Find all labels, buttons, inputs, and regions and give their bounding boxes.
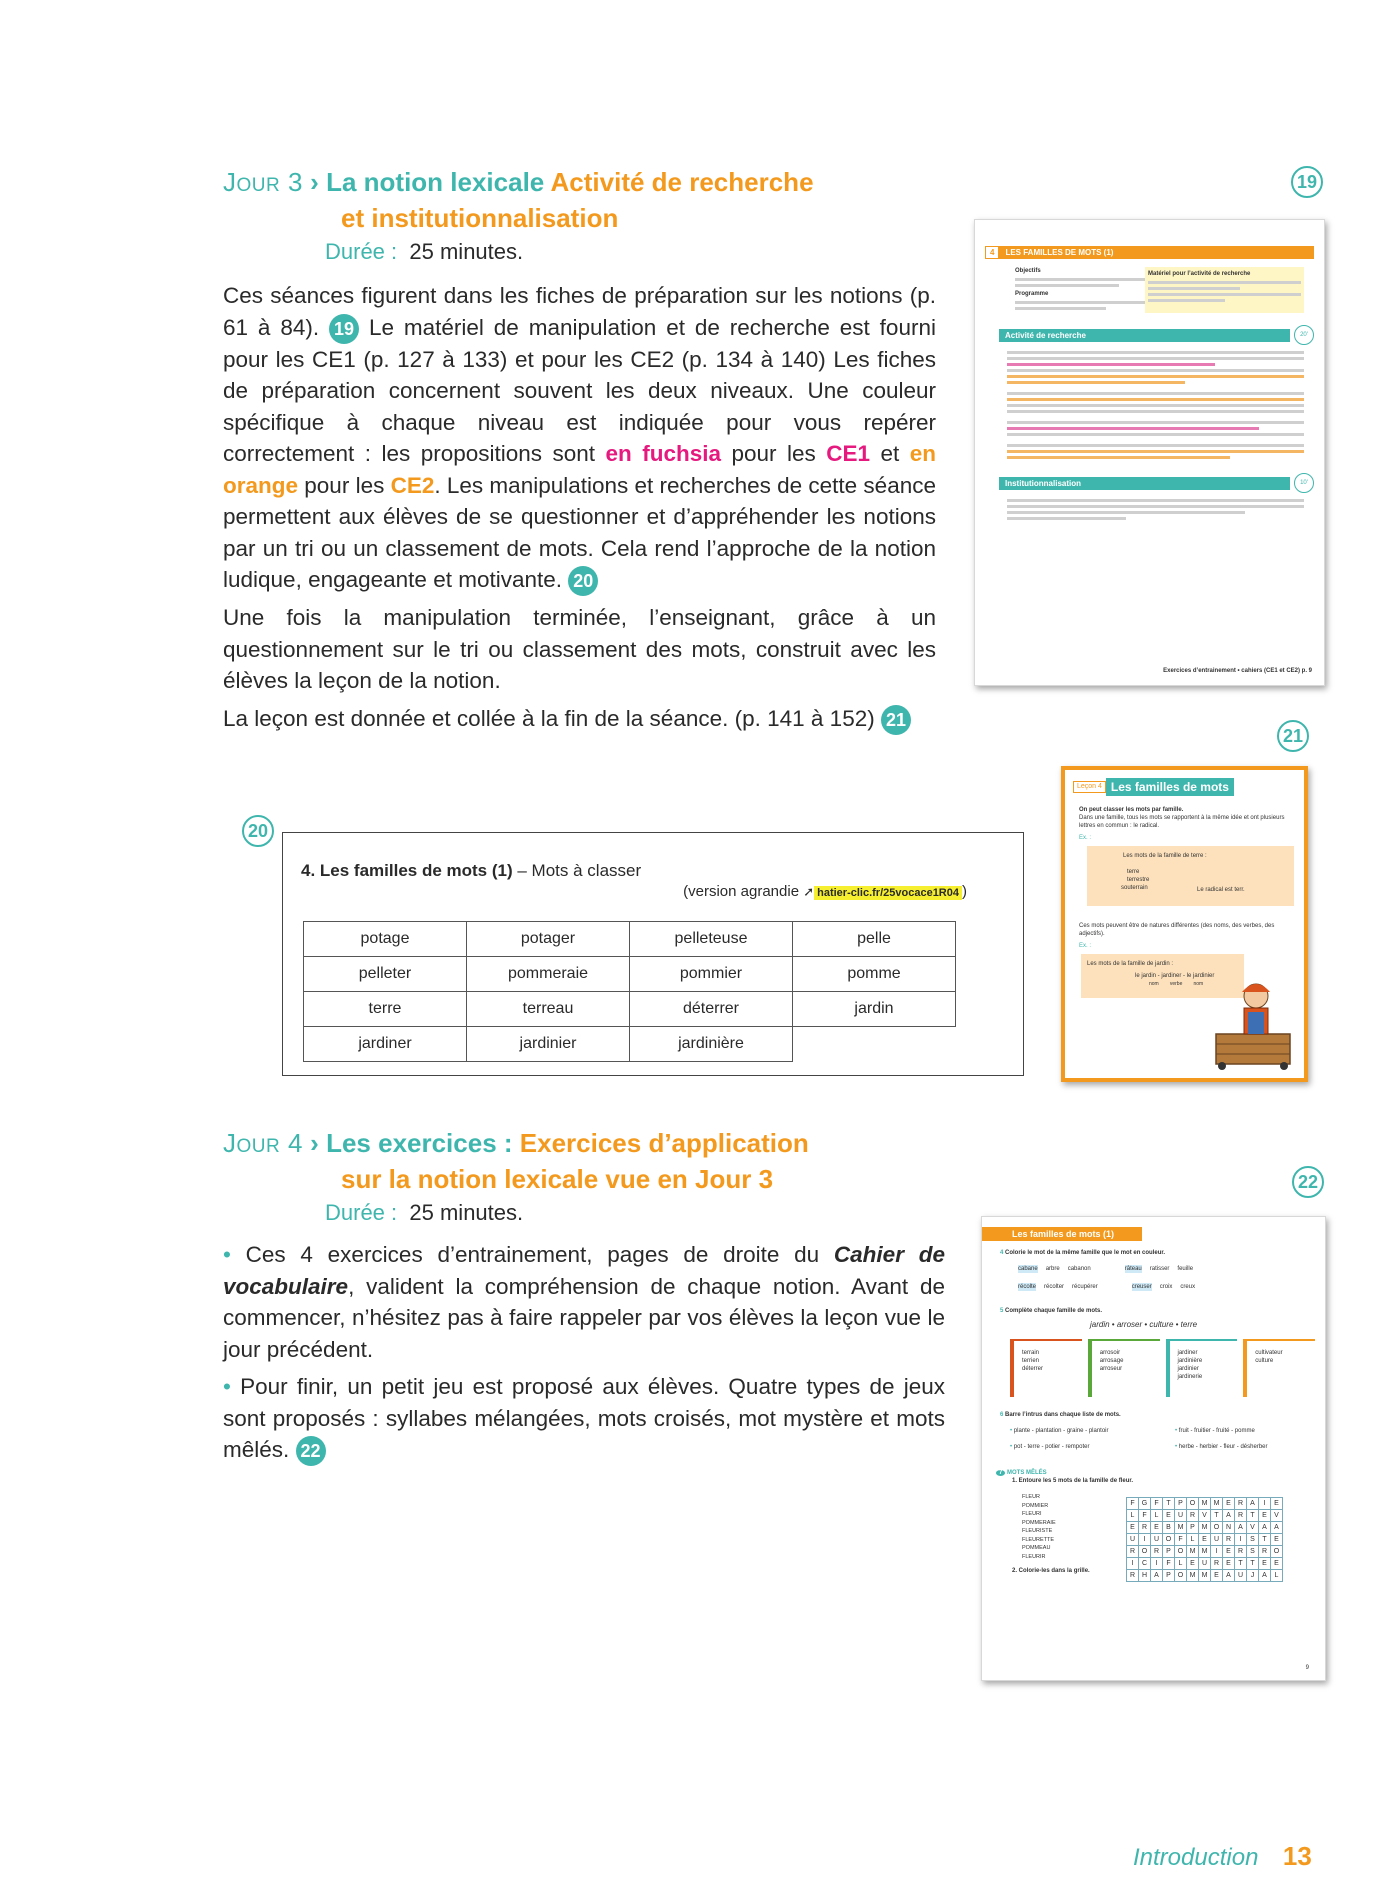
thumb19-materiel: Matériel pour l’activité de recherche bbox=[1148, 271, 1251, 277]
thumb21-word: terrestre bbox=[1127, 877, 1150, 883]
grid-cell: F bbox=[1127, 1498, 1139, 1510]
grid-cell: R bbox=[1259, 1546, 1271, 1558]
thumb21-box2-title: Les mots de la famille de jardin : bbox=[1087, 961, 1174, 967]
grid-cell: E bbox=[1259, 1558, 1271, 1570]
thumb22-ex5: 5 Complète chaque famille de mots. bbox=[1000, 1308, 1103, 1314]
thumb21-box2-words: le jardin - jardiner - le jardinier bbox=[1135, 973, 1215, 979]
page-footer bbox=[1133, 1841, 1333, 1872]
thumbnail-lecon bbox=[1061, 766, 1308, 1082]
badge-19-outline: 19 bbox=[1291, 166, 1323, 198]
grid-cell: R bbox=[1151, 1546, 1163, 1558]
grid-cell: P bbox=[1187, 1522, 1199, 1534]
grid-cell: R bbox=[1235, 1546, 1247, 1558]
grid-cell: O bbox=[1175, 1546, 1187, 1558]
grid-cell: O bbox=[1163, 1534, 1175, 1546]
thumb22-ex4-row: cabane arbre cabanon râteau ratisser feuille bbox=[1018, 1266, 1194, 1272]
words-table-box bbox=[282, 832, 1024, 1076]
grid-cell: R bbox=[1211, 1558, 1223, 1570]
grid-cell: R bbox=[1223, 1534, 1235, 1546]
grid-row bbox=[1127, 1570, 1283, 1582]
thumb22-ex4: 4 Colorie le mot de la même famille que le mot en couleur. bbox=[1000, 1250, 1166, 1256]
badge-22-outline: 22 bbox=[1292, 1166, 1324, 1198]
grid-cell: A bbox=[1259, 1522, 1271, 1534]
grid-cell: E bbox=[1163, 1510, 1175, 1522]
grid-cell: H bbox=[1139, 1570, 1151, 1582]
thumb21-lecon-tag: Leçon 4 bbox=[1073, 781, 1106, 793]
table-cell: potager bbox=[467, 922, 630, 957]
grid-cell: U bbox=[1127, 1534, 1139, 1546]
thumb21-rule1: On peut classer les mots par famille. bbox=[1079, 807, 1184, 813]
grid-cell: A bbox=[1247, 1498, 1259, 1510]
grid-cell: A bbox=[1235, 1522, 1247, 1534]
thumb21-ex2: Ex. : bbox=[1079, 943, 1092, 949]
thumb21-box1 bbox=[1087, 846, 1294, 906]
grid-cell: L bbox=[1127, 1510, 1139, 1522]
thumb22-ex4-row: récolte récolter récupérer creuser croix creux bbox=[1018, 1284, 1196, 1290]
table-version-note: (version agrandie ➚ hatier-clic.fr/25vocace1R04 ) bbox=[683, 883, 967, 900]
table-cell: jardinier bbox=[467, 1027, 630, 1062]
grid-cell: E bbox=[1211, 1570, 1223, 1582]
table-cell: pommier bbox=[630, 957, 793, 992]
table-row bbox=[304, 1027, 956, 1062]
grid-cell: U bbox=[1151, 1534, 1163, 1546]
grid-cell: P bbox=[1163, 1546, 1175, 1558]
jour3-paragraph-2: Une fois la manipulation terminée, l’enseignant, grâce à un questionnement sur le tri ou classement des mots, construit avec les élèves la leçon de la notion. bbox=[223, 605, 936, 694]
grid-cell: G bbox=[1139, 1498, 1151, 1510]
thumb21-title: Les familles de mots bbox=[1106, 778, 1234, 796]
grid-cell: M bbox=[1175, 1522, 1187, 1534]
grid-cell: N bbox=[1223, 1522, 1235, 1534]
badge-19: 19 bbox=[329, 314, 359, 344]
grid-cell: U bbox=[1235, 1570, 1247, 1582]
jour3-title: La notion lexicale bbox=[326, 167, 545, 197]
grid-cell: V bbox=[1247, 1522, 1259, 1534]
grid-cell: E bbox=[1151, 1522, 1163, 1534]
grid-cell: T bbox=[1259, 1534, 1271, 1546]
jour4-subtitle: Exercices d’application bbox=[519, 1128, 809, 1158]
thumb22-ex6: 6 Barre l’intrus dans chaque liste de mots. bbox=[1000, 1412, 1121, 1418]
grid-cell: L bbox=[1187, 1534, 1199, 1546]
badge-21: 21 bbox=[881, 705, 911, 735]
grid-cell: E bbox=[1259, 1510, 1271, 1522]
jour4-label: JOUR 4 bbox=[223, 1128, 303, 1158]
chevron-icon: › bbox=[310, 167, 319, 197]
badge-20: 20 bbox=[568, 566, 598, 596]
grid-cell: M bbox=[1211, 1498, 1223, 1510]
grid-cell: P bbox=[1163, 1570, 1175, 1582]
thumb22-ex7-q2: 2. Colorie-les dans la grille. bbox=[1012, 1568, 1090, 1574]
thumb21-ex: Ex. : bbox=[1079, 835, 1092, 841]
timer-icon: 10' bbox=[1294, 473, 1314, 493]
thumb22-ex5-cols: terrain terrien déterrer arrosoir arrosage arroseur jardiner jardinière jardinier jardinerie cultivateur culture bbox=[1010, 1339, 1315, 1397]
grid-cell: R bbox=[1235, 1510, 1247, 1522]
grid-cell: M bbox=[1199, 1498, 1211, 1510]
grid-cell: A bbox=[1223, 1570, 1235, 1582]
grid-cell: O bbox=[1271, 1546, 1283, 1558]
thumb21-radical: Le radical est terr. bbox=[1197, 887, 1245, 893]
grid-cell: S bbox=[1247, 1546, 1259, 1558]
grid-cell: E bbox=[1271, 1498, 1283, 1510]
grid-cell: T bbox=[1235, 1558, 1247, 1570]
grid-cell: L bbox=[1271, 1570, 1283, 1582]
thumb21-nature: nom bbox=[1149, 981, 1159, 987]
jour4-bullet-1: • Ces 4 exercices d’entrainement, pages de droite du Cahier de vocabulaire, valident la compréhension de chaque notion. Avant de commencer, n’hésitez pas à faire rappeler par vos élèves la leçon vue le jour précédent. bbox=[223, 1242, 945, 1362]
table-cell-empty bbox=[793, 1027, 956, 1062]
grid-row bbox=[1127, 1522, 1283, 1534]
grid-cell: L bbox=[1175, 1558, 1187, 1570]
grid-cell: T bbox=[1163, 1498, 1175, 1510]
grid-cell: E bbox=[1223, 1546, 1235, 1558]
grid-cell: A bbox=[1151, 1570, 1163, 1582]
thumb22-ex6-row: • plante - plantation - graine - plantoir • fruit - fruitier - fruité - pomme bbox=[1010, 1428, 1255, 1434]
grid-cell: R bbox=[1235, 1498, 1247, 1510]
thumb21-nature: nom bbox=[1193, 981, 1204, 987]
grid-cell: V bbox=[1271, 1510, 1283, 1522]
thumb21-nature: verbe bbox=[1169, 981, 1183, 987]
thumb22-ex6-row: • pot - terre - potier - rempoter • herbe - herbier - fleur - désherber bbox=[1010, 1444, 1268, 1450]
grid-cell: U bbox=[1175, 1510, 1187, 1522]
table-row bbox=[304, 992, 956, 1027]
grid-cell: I bbox=[1139, 1534, 1151, 1546]
table-cell: jardin bbox=[793, 992, 956, 1027]
table-cell: pelleter bbox=[304, 957, 467, 992]
grid-cell: R bbox=[1127, 1570, 1139, 1582]
grid-cell: E bbox=[1199, 1534, 1211, 1546]
table-cell: potage bbox=[304, 922, 467, 957]
table-cell: pelle bbox=[793, 922, 956, 957]
grid-row bbox=[1127, 1510, 1283, 1522]
badge-20-outline: 20 bbox=[242, 815, 274, 847]
thumb21-rule1b: Dans une famille, tous les mots se rapportent à la même idée et ont plusieurs lettres en commun : le radical. bbox=[1079, 815, 1285, 829]
hatier-clic-link[interactable]: hatier-clic.fr/25vocace1R04 bbox=[814, 886, 962, 900]
grid-cell: M bbox=[1187, 1570, 1199, 1582]
thumbnail-fiche-preparation bbox=[974, 219, 1325, 686]
jour4-subtitle-line2: sur la notion lexicale vue en Jour 3 bbox=[341, 1164, 774, 1194]
gardener-illustration bbox=[1208, 972, 1298, 1072]
grid-cell: I bbox=[1235, 1534, 1247, 1546]
link-arrow-icon: ➚ bbox=[803, 884, 815, 899]
thumb22-ex5-heads: jardin • arroser • culture • terre bbox=[1090, 1320, 1198, 1329]
words-table bbox=[303, 921, 956, 1062]
grid-cell: O bbox=[1139, 1546, 1151, 1558]
table-cell: pomme bbox=[793, 957, 956, 992]
grid-cell: R bbox=[1139, 1522, 1151, 1534]
grid-row bbox=[1127, 1558, 1283, 1570]
grid-cell: I bbox=[1211, 1546, 1223, 1558]
thumb19-footer: Exercices d’entrainement • cahiers (CE1 et CE2) p. 9 bbox=[1163, 668, 1312, 674]
jour4-body bbox=[223, 1239, 945, 1472]
grid-row bbox=[1127, 1498, 1283, 1510]
thumb19-title: LES FAMILLES DE MOTS (1) bbox=[999, 246, 1314, 259]
grid-cell: E bbox=[1223, 1498, 1235, 1510]
grid-cell: T bbox=[1247, 1558, 1259, 1570]
table-cell: pommeraie bbox=[467, 957, 630, 992]
jour4-heading bbox=[223, 1127, 809, 1195]
jour4-title: Les exercices : bbox=[326, 1128, 513, 1158]
thumb22-ex7-list: FLEUR POMMIER FLEURI POMMERAIE FLEURISTE FLEURETTE POMMEAU FLEURIR bbox=[1022, 1494, 1056, 1560]
table-cell: déterrer bbox=[630, 992, 793, 1027]
thumb22-ex7-q1: 1. Entoure les 5 mots de la famille de fleur. bbox=[1012, 1478, 1134, 1484]
grid-cell: E bbox=[1271, 1534, 1283, 1546]
table-cell: pelleteuse bbox=[630, 922, 793, 957]
table-row bbox=[304, 957, 956, 992]
grid-cell: R bbox=[1127, 1546, 1139, 1558]
grid-cell: O bbox=[1211, 1522, 1223, 1534]
grid-cell: T bbox=[1247, 1510, 1259, 1522]
grid-cell: M bbox=[1199, 1522, 1211, 1534]
grid-cell: F bbox=[1139, 1510, 1151, 1522]
grid-cell: L bbox=[1151, 1510, 1163, 1522]
thumb19-activite-heading: Activité de recherche bbox=[999, 329, 1290, 342]
thumb19-objectifs: Objectifs bbox=[1015, 268, 1041, 274]
grid-cell: M bbox=[1187, 1546, 1199, 1558]
grid-cell: E bbox=[1271, 1558, 1283, 1570]
grid-cell: O bbox=[1175, 1570, 1187, 1582]
footer-section-label: Introduction bbox=[1133, 1844, 1259, 1871]
grid-cell: J bbox=[1247, 1570, 1259, 1582]
grid-cell: R bbox=[1187, 1510, 1199, 1522]
grid-cell: A bbox=[1259, 1570, 1271, 1582]
jour3-body bbox=[223, 280, 936, 741]
grid-cell: I bbox=[1259, 1498, 1271, 1510]
grid-cell: I bbox=[1127, 1558, 1139, 1570]
grid-cell: C bbox=[1139, 1558, 1151, 1570]
thumb22-page-number: 9 bbox=[1305, 1665, 1309, 1671]
grid-cell: V bbox=[1199, 1510, 1211, 1522]
grid-cell: U bbox=[1211, 1534, 1223, 1546]
grid-cell: T bbox=[1211, 1510, 1223, 1522]
page-number: 13 bbox=[1282, 1841, 1312, 1871]
thumb19-institution-heading: Institutionnalisation bbox=[999, 477, 1290, 490]
grid-cell: F bbox=[1175, 1534, 1187, 1546]
grid-cell: E bbox=[1223, 1558, 1235, 1570]
timer-icon: 20' bbox=[1294, 325, 1314, 345]
table-cell: terre bbox=[304, 992, 467, 1027]
grid-cell: F bbox=[1163, 1558, 1175, 1570]
jour3-paragraph-3: La leçon est donnée et collée à la fin de la séance. (p. 141 à 152) 21 bbox=[223, 703, 936, 735]
grid-cell: A bbox=[1271, 1522, 1283, 1534]
badge-22: 22 bbox=[296, 1436, 326, 1466]
jour3-subtitle: Activité de recherche bbox=[550, 167, 814, 197]
chevron-icon: › bbox=[310, 1128, 319, 1158]
jour4-bullet-2: • Pour finir, un petit jeu est proposé aux élèves. Quatre types de jeux sont proposés : syllabes mélangées, mots croisés, mot mystère et mots mêlés. 22 bbox=[223, 1371, 945, 1466]
grid-row bbox=[1127, 1534, 1283, 1546]
table-cell: terreau bbox=[467, 992, 630, 1027]
jour3-label: JOUR 3 bbox=[223, 167, 303, 197]
grid-cell: S bbox=[1247, 1534, 1259, 1546]
grid-cell: F bbox=[1151, 1498, 1163, 1510]
table-cell: jardinière bbox=[630, 1027, 793, 1062]
thumb19-number: 4 bbox=[985, 246, 999, 259]
grid-cell: M bbox=[1199, 1570, 1211, 1582]
mots-meles-grid bbox=[1126, 1497, 1283, 1582]
grid-cell: E bbox=[1187, 1558, 1199, 1570]
grid-cell: I bbox=[1151, 1558, 1163, 1570]
thumb21-box1-title: Les mots de la famille de terre : bbox=[1123, 853, 1207, 859]
thumb21-word: terre bbox=[1127, 869, 1140, 875]
jour3-heading bbox=[223, 166, 814, 234]
grid-cell: O bbox=[1187, 1498, 1199, 1510]
thumb22-ex7: 7 MOTS MÊLÉS bbox=[996, 1469, 1315, 1477]
jour3-duree: Durée : 25 minutes. bbox=[325, 239, 524, 264]
table-row bbox=[304, 922, 956, 957]
jour3-subtitle-line2: et institutionnalisation bbox=[341, 203, 619, 233]
thumbnail-cahier-exercices bbox=[981, 1216, 1326, 1681]
table-cell: jardiner bbox=[304, 1027, 467, 1062]
badge-21-outline: 21 bbox=[1277, 720, 1309, 752]
thumb19-programme: Programme bbox=[1015, 291, 1049, 297]
grid-cell: U bbox=[1199, 1558, 1211, 1570]
jour4-duree: Durée : 25 minutes. bbox=[325, 1200, 524, 1225]
thumb21-rule2: Ces mots peuvent être de natures différentes (des noms, des verbes, des adjectifs). bbox=[1079, 923, 1275, 937]
table-title: 4. Les familles de mots (1) – Mots à classer bbox=[301, 861, 642, 880]
grid-cell: E bbox=[1127, 1522, 1139, 1534]
grid-cell: M bbox=[1199, 1546, 1211, 1558]
thumb22-title: Les familles de mots (1) bbox=[982, 1227, 1142, 1241]
grid-row bbox=[1127, 1546, 1283, 1558]
thumb21-word: souterrain bbox=[1121, 885, 1148, 891]
grid-cell: B bbox=[1163, 1522, 1175, 1534]
jour3-paragraph-1: Ces séances figurent dans les fiches de préparation sur les notions (p. 61 à 84). 19 Le matériel de manipulation et de recherche est fourni pour les CE1 (p. 127 à 133) et pour les CE2 (p. 134 à 140) Les fiches de préparation concernent souvent les deux niveaux. Une couleur spécifique à chaque niveau est indiquée pour vous repérer correctement : les propositions sont en fuchsia pour les CE1 et en orange pour les CE2. Les manipulations et recherches de cette séance permettent aux élèves de se questionner et d’appréhender les notions par un tri ou un classement de mots. Cela rend l’approche de la notion ludique, engageante et motivante. 20 bbox=[223, 280, 936, 596]
grid-cell: A bbox=[1223, 1510, 1235, 1522]
grid-cell: P bbox=[1175, 1498, 1187, 1510]
